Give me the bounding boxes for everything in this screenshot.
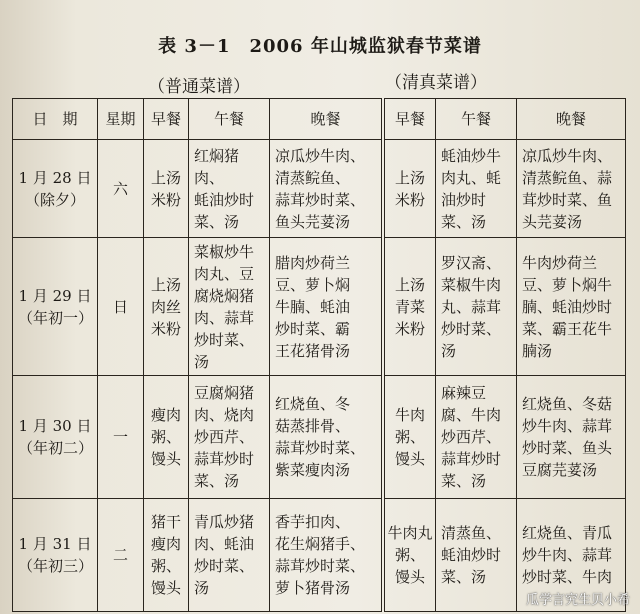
halal-dinner-text: 红烧鱼、青瓜 炒牛肉、蒜茸 炒时菜、牛肉 — [522, 524, 613, 586]
date-text: 1 月 31 日 （年初三） — [18, 535, 94, 575]
table-row — [13, 376, 626, 499]
halal-lunch-text: 罗汉斋、 菜椒牛肉 丸、蒜茸 炒时菜、 汤 — [441, 253, 502, 360]
dinner-text: 香芋扣肉、 花生焖猪手、 蒜茸炒时菜、 萝卜猪骨汤 — [275, 513, 366, 597]
weekday-text: 一 — [112, 428, 128, 446]
table-row — [13, 238, 626, 376]
header-breakfast: 早餐 — [144, 99, 189, 140]
date-text: 1 月 30 日 （年初二） — [18, 417, 94, 457]
lunch-cell — [189, 238, 270, 376]
breakfast-cell — [144, 238, 189, 376]
halal-dinner-cell — [517, 376, 626, 499]
lunch-cell — [189, 499, 270, 612]
dinner-text: 腊肉炒荷兰 豆、萝卜焖 牛腩、蚝油 炒时菜、霸 王花猪骨汤 — [275, 253, 351, 360]
halal-breakfast-cell — [383, 499, 436, 612]
halal-dinner-cell — [517, 140, 626, 238]
weekday-cell — [98, 140, 144, 238]
header-row — [13, 99, 626, 140]
halal-breakfast-cell — [383, 376, 436, 499]
halal-lunch-text: 麻辣豆 腐、牛肉 炒西芹、 蒜茸炒时 菜、汤 — [441, 384, 502, 490]
weekday-cell — [98, 499, 144, 612]
header-halal-lunch: 午餐 — [436, 99, 517, 140]
header-halal-dinner: 晚餐 — [517, 99, 626, 140]
halal-menu-label: （清真菜谱） — [385, 73, 487, 93]
header-halal-breakfast: 早餐 — [383, 99, 436, 140]
halal-dinner-cell — [517, 238, 626, 376]
weekday-cell — [98, 238, 144, 376]
spring-festival-menu-table — [12, 98, 626, 612]
dinner-cell — [270, 140, 384, 238]
date-text: 1 月 29 日 （年初一） — [18, 286, 94, 327]
weekday-text: 日 — [112, 297, 128, 316]
header-dinner: 晚餐 — [270, 99, 384, 140]
halal-breakfast-text: 上汤 米粉 — [394, 168, 425, 209]
breakfast-text: 上汤 米粉 — [150, 168, 181, 209]
date-cell — [13, 238, 98, 376]
lunch-text: 菜椒炒牛 肉丸、豆 腐烧焖猪 肉、蒜茸 炒时菜、 汤 — [194, 242, 255, 371]
date-cell — [13, 499, 98, 612]
weekday-cell — [98, 376, 144, 499]
halal-breakfast-text: 牛肉 粥、 馒头 — [394, 406, 425, 468]
dinner-text: 凉瓜炒牛肉、 清蒸鲩鱼、 蒜茸炒时菜、 鱼头芫荽汤 — [275, 146, 366, 231]
lunch-text: 青瓜炒猪 肉、蚝油 炒时菜、 汤 — [194, 513, 255, 597]
lunch-text: 豆腐焖猪 肉、烧肉 炒西芹、 蒜茸炒时 菜、汤 — [194, 384, 255, 490]
table-row — [13, 140, 626, 238]
halal-lunch-text: 蚝油炒牛 肉丸、蚝 油炒时 菜、汤 — [441, 146, 502, 231]
header-lunch: 午餐 — [189, 99, 270, 140]
halal-lunch-cell — [436, 140, 517, 238]
breakfast-cell — [144, 140, 189, 238]
date-cell — [13, 376, 98, 499]
header-date: 日 期 — [13, 99, 98, 140]
lunch-text: 红焖猪肉、 蚝油炒时 菜、汤 — [194, 146, 255, 231]
halal-breakfast-text: 牛肉丸 粥、 馒头 — [387, 524, 433, 586]
breakfast-cell — [144, 499, 189, 612]
halal-dinner-text: 凉瓜炒牛肉、 清蒸鲩鱼、蒜 茸炒时菜、鱼 头芫荽汤 — [522, 146, 613, 231]
normal-menu-label: （普通菜谱） — [148, 77, 250, 97]
halal-breakfast-cell — [383, 238, 436, 376]
date-cell — [13, 140, 98, 238]
table-title: 表 3－1 2006 年山城监狱春节菜谱 — [158, 36, 482, 57]
halal-lunch-text: 清蒸鱼、 蚝油炒时 菜、汤 — [441, 524, 502, 586]
dinner-cell — [270, 238, 384, 376]
weekday-text: 六 — [112, 179, 128, 198]
halal-dinner-text: 红烧鱼、冬菇 炒牛肉、蒜茸 炒时菜、鱼头 豆腐芫荽汤 — [522, 395, 613, 479]
halal-lunch-cell — [436, 238, 517, 376]
breakfast-text: 瘦肉 粥、 馒头 — [150, 406, 181, 468]
halal-lunch-cell — [436, 499, 517, 612]
dinner-text: 红烧鱼、冬 菇蒸排骨、 蒜茸炒时菜、 紫菜瘦肉汤 — [275, 395, 366, 479]
lunch-cell — [189, 376, 270, 499]
weekday-text: 二 — [112, 546, 128, 564]
halal-breakfast-text: 上汤 青菜 米粉 — [394, 275, 425, 338]
breakfast-text: 上汤 肉丝 米粉 — [150, 275, 181, 338]
halal-dinner-text: 牛肉炒荷兰 豆、萝卜焖牛 腩、蚝油炒时 菜、霸王花牛 腩汤 — [522, 253, 613, 360]
lunch-cell — [189, 140, 270, 238]
date-text: 1 月 28 日 （除夕） — [18, 168, 92, 209]
halal-lunch-cell — [436, 376, 517, 499]
breakfast-cell — [144, 376, 189, 499]
watermark: 瓜学言究生贝小希 — [525, 593, 630, 608]
header-weekday: 星期 — [98, 99, 144, 140]
dinner-cell — [270, 499, 384, 612]
halal-breakfast-cell — [383, 140, 436, 238]
dinner-cell — [270, 376, 384, 499]
breakfast-text: 猪干 瘦肉 粥、 馒头 — [150, 513, 181, 597]
